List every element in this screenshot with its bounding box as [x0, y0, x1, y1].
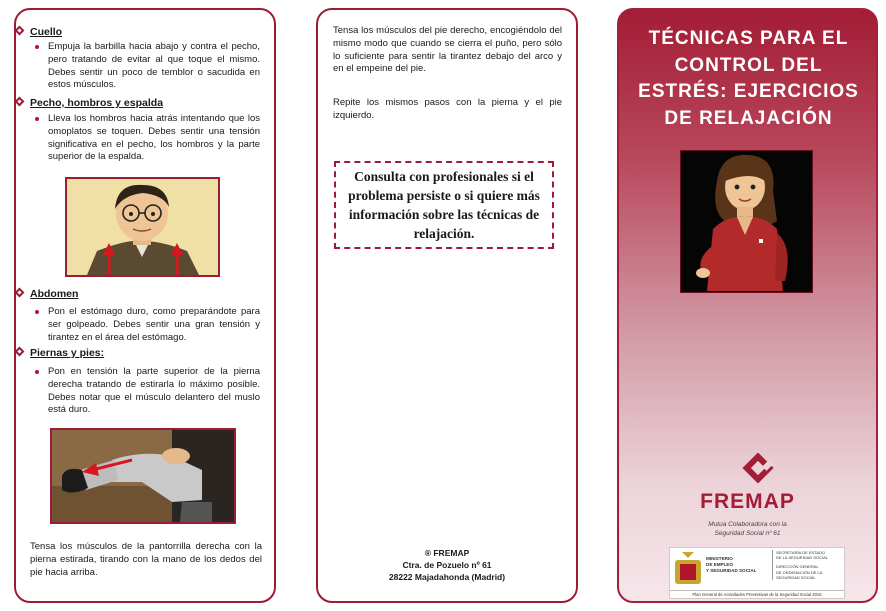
section-title-neck: Cuello [30, 26, 62, 38]
bullet-dot-icon [35, 45, 39, 49]
brochure-title: TÉCNICAS PARA EL CONTROL DEL ESTRÉS: EJERCICIOS DE RELAJACIÓN [638, 28, 859, 129]
coat-of-arms-icon [673, 552, 703, 586]
ministry-label: MINISTERIO DE EMPLEO Y SEGURIDAD SOCIAL [706, 556, 757, 573]
bullet-dot-icon [35, 370, 39, 374]
footer-city: 28222 Majadahonda (Madrid) [388, 572, 506, 582]
brand-tagline: Mutua Colaboradora con la Seguridad Social nº 61 [708, 521, 787, 537]
footer-org: ® FREMAP [424, 548, 470, 558]
government-logo-block [669, 547, 845, 599]
bullet-dot-icon [35, 117, 39, 121]
panel-middle [316, 8, 578, 603]
panel-left [14, 8, 276, 603]
fremap-logo-icon [740, 450, 776, 486]
diamond-bullet-icon [15, 347, 25, 357]
section-title-abdomen: Abdomen [30, 288, 78, 300]
secretariat-label: SECRETARÍA DE ESTADO DE LA SEGURIDAD SOCIAL DIRECCIÓN GENERAL DE ORDENACIÓN DE LA SEGURIDAD SOCIAL [772, 550, 846, 580]
diamond-bullet-icon [15, 97, 25, 107]
panel-cover [617, 8, 878, 603]
section-title-legs: Piernas y pies: [30, 347, 104, 359]
diamond-bullet-icon [15, 26, 25, 36]
shoulders-illustration [65, 177, 220, 277]
bullet-chest: Lleva los hombros hacia atrás intentando que los omoplatos se toquen. Debes sentir una tensión significativa en el pecho, los hombros y la parte superior de la espalda. [48, 113, 260, 164]
section-title-chest: Pecho, hombros y espalda [30, 97, 163, 109]
plan-label: Plan General de Actividades Preventivas de la Seguridad Social 2015 [670, 590, 844, 598]
bullet-dot-icon [35, 310, 39, 314]
brand-name: FREMAP [700, 490, 795, 513]
leg-stretch-illustration [50, 428, 236, 524]
bullet-neck: Empuja la barbilla hacia abajo y contra el pecho, pero tratando de evitar al que toque el mismo. Debes sentir un poco de temblor o sacudida en estos músculos. [48, 41, 260, 92]
presenter-illustration [680, 150, 813, 293]
consult-box: Consulta con profesionales si el problema persiste o si quiere más información sobre las técnicas de relajación. [334, 161, 554, 249]
repeat-instruction: Repite los mismos pasos con la pierna y el pie izquierdo. [333, 97, 562, 121]
foot-instruction: Tensa los músculos del pie derecho, encogiéndolo del mismo modo que cuando se cierra el puño, pero sólo lo suficiente para sentir la tirantez debajo del arco y en el empeine del pie. [333, 25, 562, 75]
bullet-abdomen: Pon el estómago duro, como preparándote para ser golpeado. Debes sentir una gran tensión y tirantez en el área del estómago. [48, 306, 260, 344]
footer-street: Ctra. de Pozuelo nº 61 [402, 560, 492, 570]
bullet-legs: Pon en tensión la parte superior de la pierna derecha tratando de estirarla lo máximo posible. Debes notar que el músculo delantero del muslo está duro. [48, 366, 260, 417]
calf-instruction: Tensa los músculos de la pantorrilla derecha con la pierna estirada, tirando con la mano de los dedos del pie hacia arriba. [30, 541, 262, 578]
diamond-bullet-icon [15, 288, 25, 298]
